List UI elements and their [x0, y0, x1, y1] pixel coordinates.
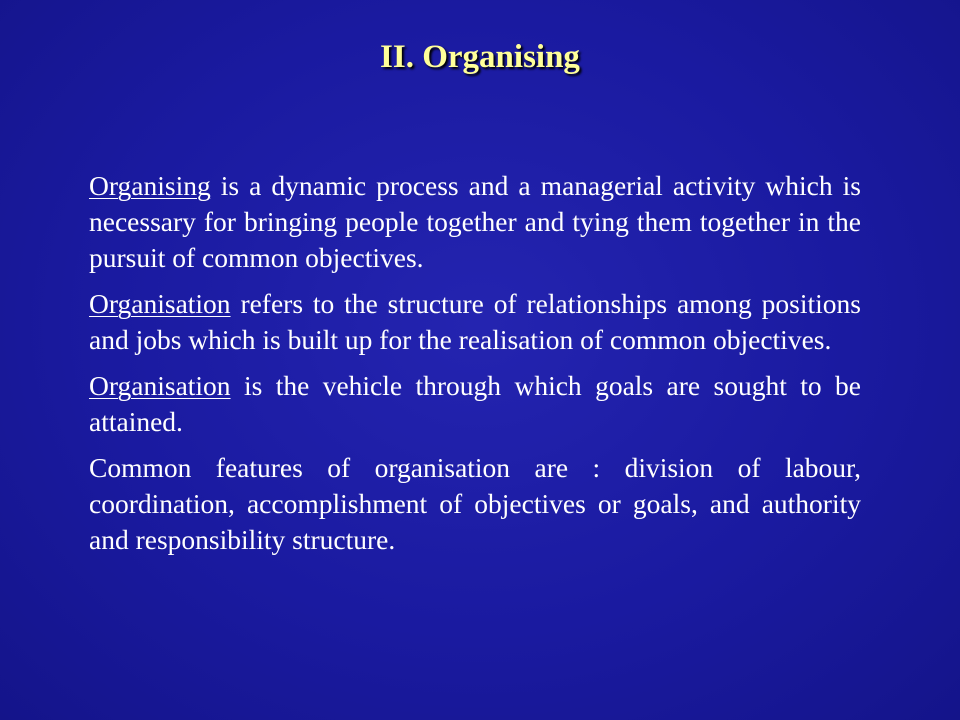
- underlined-term: Organisation: [89, 288, 231, 319]
- paragraph-text: Common features of organisation are : division of labour, coordination, accomplishment of objectives or goals, and authority and responsibility structure.: [89, 452, 861, 555]
- slide-body: [89, 168, 861, 568]
- paragraph-organisation-vehicle: [89, 368, 861, 440]
- paragraph-organisation-structure: [89, 286, 861, 358]
- paragraph-text: refers to the structure of relationships among positions and jobs which is built up for the realisation of common objectives.: [89, 288, 861, 355]
- paragraph-common-features: [89, 450, 861, 558]
- paragraph-organising-definition: [89, 168, 861, 276]
- slide-title: II. Organising: [380, 39, 580, 75]
- paragraph-text: is a dynamic process and a managerial activity which is necessary for bringing people together and tying them together in the pursuit of common objectives.: [89, 170, 861, 273]
- underlined-term: Organisation: [89, 370, 231, 401]
- underlined-term: Organising: [89, 170, 211, 201]
- paragraph-text: is the vehicle through which goals are sought to be attained.: [89, 370, 861, 437]
